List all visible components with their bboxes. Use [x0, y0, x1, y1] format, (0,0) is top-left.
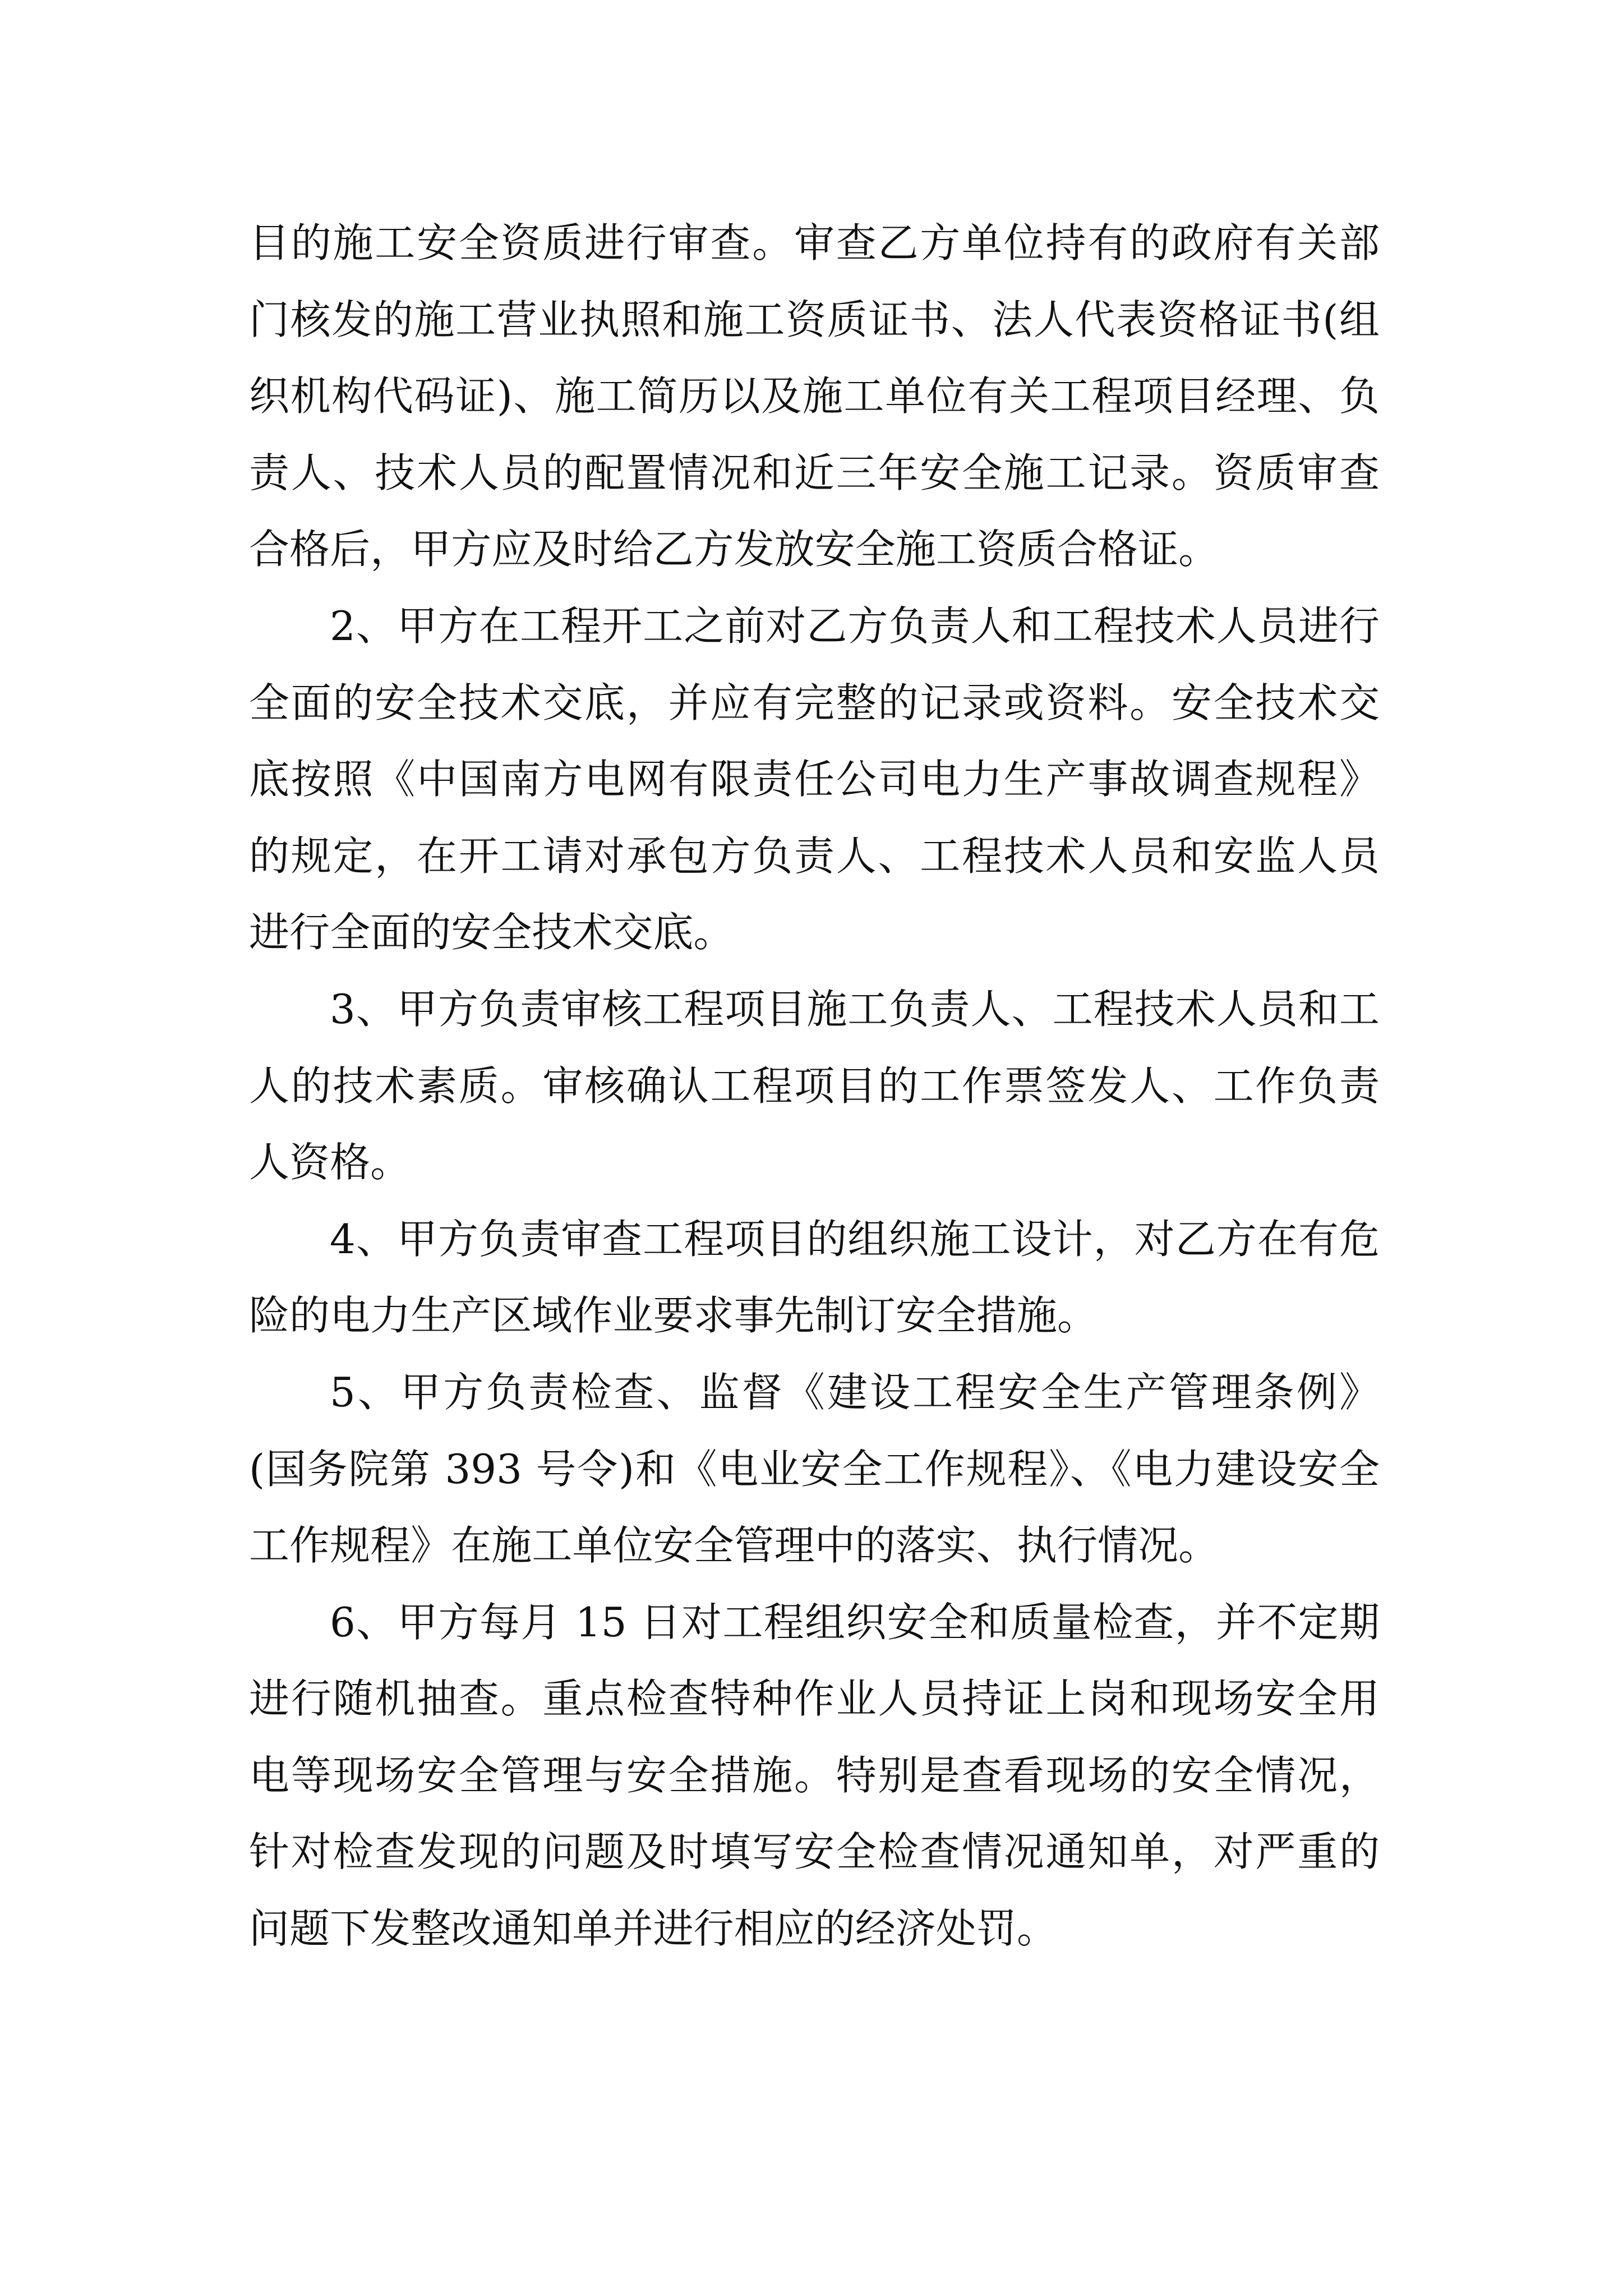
line: 资质审查合格后，甲方应及时给乙方发放安全施工资质合格: [249, 449, 1380, 573]
line: 期进行随机抽查。重点检查特种作业人员持证上岗和现场安: [249, 1598, 1380, 1723]
line: 4、甲方负责审查工程项目的组织施工设计，对乙方在: [330, 1215, 1298, 1263]
line: 全工作规程》在施工单位安全管理中的落实、执行情况。: [249, 1445, 1380, 1570]
line: 进行全面的安全技术交底，并应有完整的记录或资料。安全: [249, 602, 1380, 726]
line: 全用电等现场安全管理与安全措施。特别是查看现场的安全: [249, 1675, 1380, 1799]
line: 和工人的技术素质。审核确认工程项目的工作票签发人、工: [249, 985, 1380, 1110]
line: 3、甲方负责审核工程项目施工负责人、工程技术人员: [330, 985, 1298, 1033]
line: 目的施工安全资质进行审查。审查乙方单位持有的政府有关: [249, 219, 1339, 266]
line: 2、甲方在工程开工之前对乙方负责人和工程技术人员: [330, 602, 1298, 650]
line: 部门核发的施工营业执照和施工资质证书、法人代表资格证: [249, 219, 1380, 343]
paragraph-1: [249, 205, 1380, 588]
paragraph-2: [249, 588, 1380, 971]
line: 有危险的电力生产区域作业要求事先制订安全措施。: [249, 1215, 1380, 1340]
line: 经理、负责人、技术人员的配置情况和近三年安全施工记录。: [249, 372, 1380, 496]
line: 和安监人员进行全面的安全技术交底。: [249, 832, 1380, 956]
line: (国务院第 393 号令)和《电业安全工作规程》、《电力建设安: [249, 1445, 1339, 1493]
line: 作负责人资格。: [249, 1062, 1380, 1186]
line: 证。: [1138, 526, 1219, 573]
line: 6、甲方每月 15 日对工程组织安全和质量检查，并不定: [330, 1598, 1339, 1646]
paragraph-5: [249, 1354, 1380, 1584]
line: 对严重的问题下发整改通知单并进行相应的经济处罚。: [249, 1828, 1380, 1953]
line: 查规程》的规定，在开工请对承包方负责人、工程技术人员: [249, 756, 1380, 880]
document-body: [249, 205, 1380, 1967]
line: 5、甲方负责检查、监督《建设工程安全生产管理条例》: [330, 1368, 1380, 1416]
line: 技术交底按照《中国南方电网有限责任公司电力生产事故调: [249, 679, 1380, 803]
line: 书(组织机构代码证)、施工简历以及施工单位有关工程项目: [249, 296, 1380, 420]
paragraph-6: [249, 1584, 1380, 1967]
paragraph-4: [249, 1201, 1380, 1354]
line: 情况，针对检查发现的问题及时填写安全检查情况通知单，: [249, 1751, 1380, 1876]
paragraph-3: [249, 971, 1380, 1201]
